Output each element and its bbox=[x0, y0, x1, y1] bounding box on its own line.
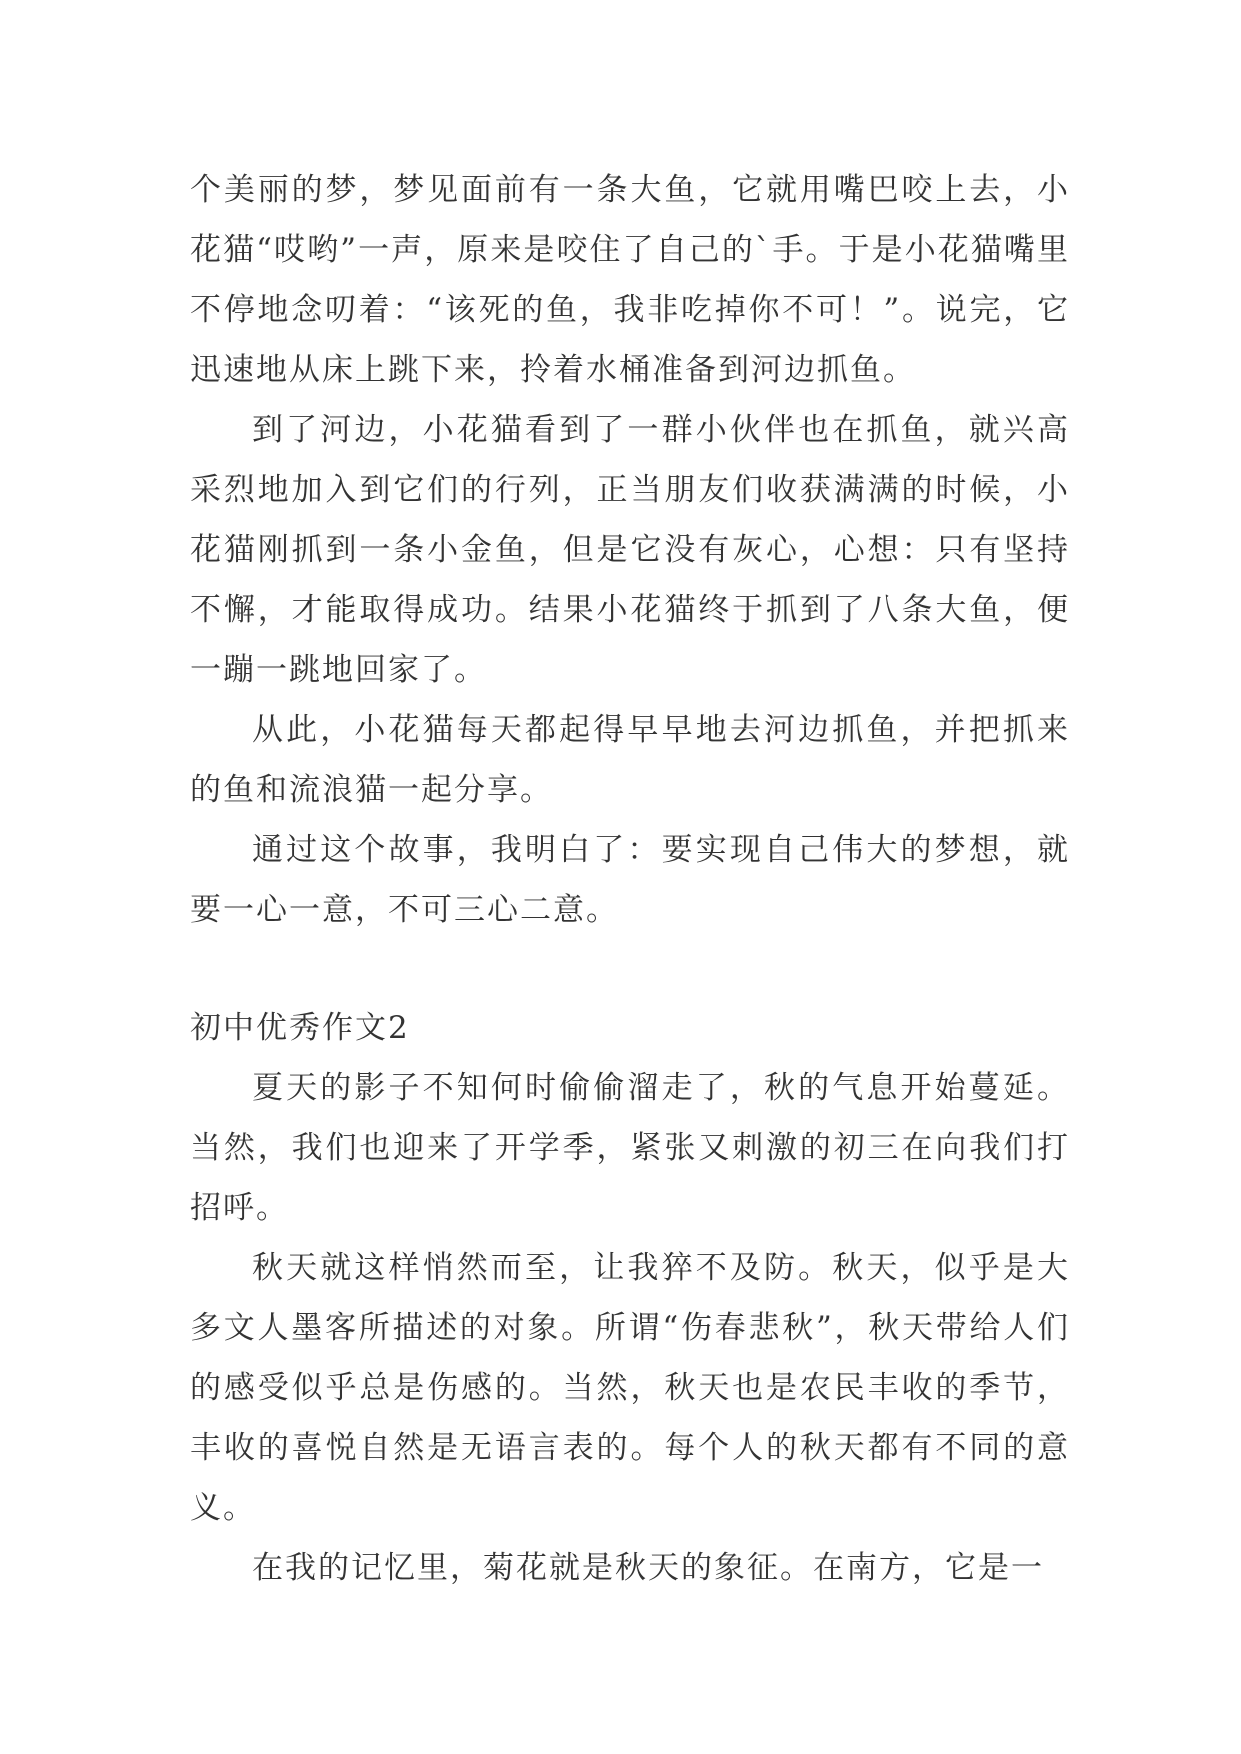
story-paragraph-continued: 个美丽的梦，梦见面前有一条大鱼，它就用嘴巴咬上去，小花猫“哎哟”一声，原来是咬住了自己的`手。于是小花猫嘴里不停地念叨着：“该死的鱼，我非吃掉你不可！”。说完，它迅速地从床上跳下来，拎着水桶准备到河边抓鱼。 bbox=[190, 172, 1070, 388]
story-paragraph: 到了河边，小花猫看到了一群小伙伴也在抓鱼，就兴高采烈地加入到它们的行列，正当朋友们收获满满的时候，小花猫刚抓到一条小金鱼，但是它没有灰心，心想：只有坚持不懈，才能取得成功。结果小花猫终于抓到了八条大鱼，便一蹦一跳地回家了。 bbox=[190, 412, 1070, 688]
story-paragraph: 从此，小花猫每天都起得早早地去河边抓鱼，并把抓来的鱼和流浪猫一起分享。 bbox=[190, 712, 1070, 808]
essay-title: 初中优秀作文2 bbox=[190, 1010, 410, 1046]
essay-paragraph: 秋天就这样悄然而至，让我猝不及防。秋天，似乎是大多文人墨客所描述的对象。所谓“伤春悲秋”，秋天带给人们的感受似乎总是伤感的。当然，秋天也是农民丰收的季节，丰收的喜悦自然是无语言表的。每个人的秋天都有不同的意义。 bbox=[190, 1250, 1070, 1526]
document-body bbox=[190, 160, 1070, 1598]
story-paragraph: 通过这个故事，我明白了：要实现自己伟大的梦想，就要一心一意，不可三心二意。 bbox=[190, 832, 1070, 928]
essay-paragraph: 在我的记忆里，菊花就是秋天的象征。在南方，它是一 bbox=[252, 1550, 1044, 1586]
essay-paragraph: 夏天的影子不知何时偷偷溜走了，秋的气息开始蔓延。当然，我们也迎来了开学季，紧张又刺激的初三在向我们打招呼。 bbox=[190, 1070, 1070, 1226]
